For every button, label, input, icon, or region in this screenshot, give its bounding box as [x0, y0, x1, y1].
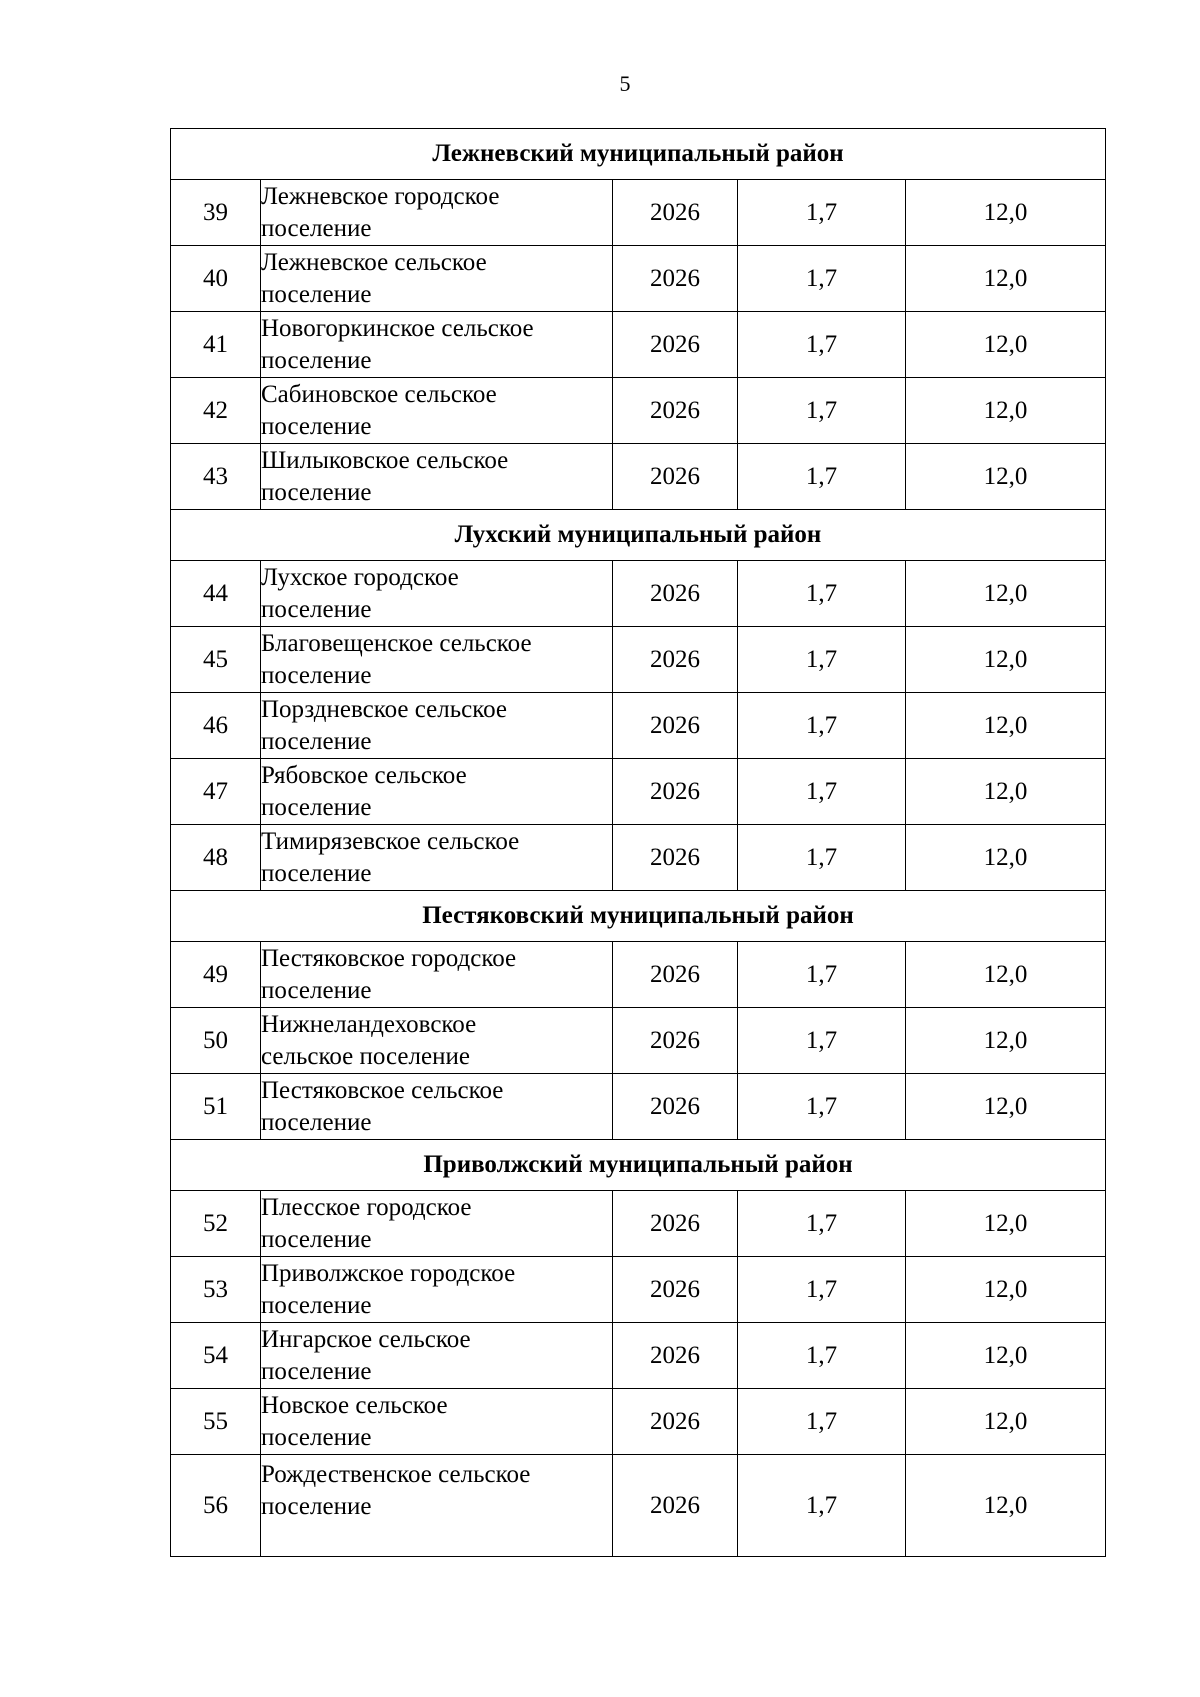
settlement-name-line1: Приволжское городское: [261, 1259, 516, 1287]
year-cell: 2026: [613, 1191, 738, 1257]
settlement-name: [261, 627, 613, 693]
settlement-name-line2: поселение: [261, 976, 372, 1004]
value-cell: 12,0: [906, 1008, 1106, 1074]
settlement-name-line1: Лежневское сельское: [261, 248, 487, 276]
settlement-name: [261, 942, 613, 1008]
table-row: [171, 1191, 1106, 1257]
settlement-name: [261, 561, 613, 627]
value-cell: 12,0: [906, 378, 1106, 444]
settlement-name: [261, 1323, 613, 1389]
value-cell: 12,0: [906, 1455, 1106, 1557]
value-cell: 12,0: [906, 312, 1106, 378]
row-number: 45: [171, 627, 261, 693]
value-cell: 12,0: [906, 1257, 1106, 1323]
section-header-row: [171, 510, 1106, 561]
row-number: 46: [171, 693, 261, 759]
settlement-name-line2: поселение: [261, 1423, 372, 1451]
settlement-name: [261, 1257, 613, 1323]
settlement-name-line2: поселение: [261, 1357, 372, 1385]
year-cell: 2026: [613, 561, 738, 627]
rate-cell: 1,7: [738, 759, 906, 825]
value-cell: 12,0: [906, 1074, 1106, 1140]
settlement-name: [261, 759, 613, 825]
table-row: [171, 1389, 1106, 1455]
row-number: 52: [171, 1191, 261, 1257]
rate-cell: 1,7: [738, 1008, 906, 1074]
year-cell: 2026: [613, 942, 738, 1008]
rate-cell: 1,7: [738, 942, 906, 1008]
section-title: Пестяковский муниципальный район: [171, 891, 1106, 942]
settlement-name-line2: поселение: [261, 346, 372, 374]
settlement-name-line1: Пестяковское сельское: [261, 1076, 504, 1104]
year-cell: 2026: [613, 759, 738, 825]
row-number: 44: [171, 561, 261, 627]
rate-cell: 1,7: [738, 378, 906, 444]
table-row: [171, 444, 1106, 510]
table-row: [171, 1455, 1106, 1557]
value-cell: 12,0: [906, 1191, 1106, 1257]
row-number: 42: [171, 378, 261, 444]
settlement-name-line1: Рябовское сельское: [261, 761, 467, 789]
settlement-name-line1: Лежневское городское: [261, 182, 500, 210]
value-cell: 12,0: [906, 180, 1106, 246]
settlement-name-line1: Ингарское сельское: [261, 1325, 471, 1353]
settlement-name-line2: поселение: [261, 1493, 372, 1520]
settlement-name-line2: поселение: [261, 727, 372, 755]
settlement-name: [261, 444, 613, 510]
table-row: [171, 1008, 1106, 1074]
value-cell: 12,0: [906, 693, 1106, 759]
rate-cell: 1,7: [738, 180, 906, 246]
rate-cell: 1,7: [738, 1389, 906, 1455]
settlement-name-line2: поселение: [261, 280, 372, 308]
row-number: 51: [171, 1074, 261, 1140]
row-number: 47: [171, 759, 261, 825]
settlement-name: [261, 1074, 613, 1140]
settlement-name-line2: поселение: [261, 661, 372, 689]
row-number: 49: [171, 942, 261, 1008]
value-cell: 12,0: [906, 246, 1106, 312]
settlement-name: [261, 1455, 613, 1557]
settlement-name-line2: сельское поселение: [261, 1042, 470, 1070]
section-title: Лежневский муниципальный район: [171, 129, 1106, 180]
year-cell: 2026: [613, 1323, 738, 1389]
settlement-name-line2: поселение: [261, 595, 372, 623]
rate-cell: 1,7: [738, 825, 906, 891]
year-cell: 2026: [613, 444, 738, 510]
value-cell: 12,0: [906, 561, 1106, 627]
table-row: [171, 759, 1106, 825]
settlement-name-line1: Новогоркинское сельское: [261, 314, 534, 342]
settlements-table: [170, 128, 1106, 1557]
table-row: [171, 180, 1106, 246]
settlement-name: [261, 246, 613, 312]
table-row: [171, 246, 1106, 312]
settlement-name-line2: поселение: [261, 1225, 372, 1253]
section-header-row: [171, 129, 1106, 180]
rate-cell: 1,7: [738, 246, 906, 312]
value-cell: 12,0: [906, 825, 1106, 891]
section-title: Приволжский муниципальный район: [171, 1140, 1106, 1191]
settlement-name: [261, 180, 613, 246]
section-header-row: [171, 1140, 1106, 1191]
year-cell: 2026: [613, 1008, 738, 1074]
settlement-name-line1: Шилыковское сельское: [261, 446, 509, 474]
page-number: 5: [619, 71, 631, 96]
rate-cell: 1,7: [738, 444, 906, 510]
row-number: 40: [171, 246, 261, 312]
settlement-name-line2: поселение: [261, 1108, 372, 1136]
year-cell: 2026: [613, 825, 738, 891]
value-cell: 12,0: [906, 627, 1106, 693]
table-row: [171, 693, 1106, 759]
year-cell: 2026: [613, 246, 738, 312]
value-cell: 12,0: [906, 942, 1106, 1008]
settlement-name-line2: поселение: [261, 1291, 372, 1319]
table-row: [171, 627, 1106, 693]
table-row: [171, 825, 1106, 891]
settlement-name-line2: поселение: [261, 412, 372, 440]
settlement-name: [261, 825, 613, 891]
rate-cell: 1,7: [738, 693, 906, 759]
row-number: 50: [171, 1008, 261, 1074]
rate-cell: 1,7: [738, 561, 906, 627]
settlement-name-line1: Порздневское сельское: [261, 695, 508, 723]
value-cell: 12,0: [906, 444, 1106, 510]
year-cell: 2026: [613, 1074, 738, 1140]
rate-cell: 1,7: [738, 627, 906, 693]
settlement-name-line1: Пестяковское городское: [261, 944, 517, 972]
table-row: [171, 1323, 1106, 1389]
year-cell: 2026: [613, 378, 738, 444]
settlement-name: [261, 312, 613, 378]
year-cell: 2026: [613, 1455, 738, 1557]
settlement-name-line1: Плесское городское: [261, 1193, 472, 1221]
settlement-name: [261, 1191, 613, 1257]
settlement-name: [261, 1008, 613, 1074]
value-cell: 12,0: [906, 1389, 1106, 1455]
year-cell: 2026: [613, 693, 738, 759]
settlement-name-line2: поселение: [261, 859, 372, 887]
settlement-name-line1: Сабиновское сельское: [261, 380, 497, 408]
year-cell: 2026: [613, 180, 738, 246]
settlement-name-line1: Лухское городское: [261, 563, 459, 591]
settlement-name-line1: Тимирязевское сельское: [261, 827, 520, 855]
row-number: 55: [171, 1389, 261, 1455]
year-cell: 2026: [613, 1257, 738, 1323]
settlement-name: [261, 693, 613, 759]
table-row: [171, 312, 1106, 378]
year-cell: 2026: [613, 1389, 738, 1455]
settlement-name: [261, 378, 613, 444]
value-cell: 12,0: [906, 1323, 1106, 1389]
year-cell: 2026: [613, 312, 738, 378]
row-number: 48: [171, 825, 261, 891]
settlement-name-line2: поселение: [261, 214, 372, 242]
table-row: [171, 942, 1106, 1008]
row-number: 53: [171, 1257, 261, 1323]
settlement-name-line1: Благовещенское сельское: [261, 629, 532, 657]
rate-cell: 1,7: [738, 1455, 906, 1557]
rate-cell: 1,7: [738, 1257, 906, 1323]
row-number: 56: [171, 1455, 261, 1557]
table-row: [171, 1257, 1106, 1323]
table-row: [171, 1074, 1106, 1140]
rate-cell: 1,7: [738, 1074, 906, 1140]
year-cell: 2026: [613, 627, 738, 693]
table-row: [171, 378, 1106, 444]
row-number: 43: [171, 444, 261, 510]
settlement-name-line2: поселение: [261, 478, 372, 506]
settlement-name: [261, 1389, 613, 1455]
settlement-name-line1: Нижнеландеховское: [261, 1010, 477, 1038]
section-header-row: [171, 891, 1106, 942]
table-row: [171, 561, 1106, 627]
settlement-name-line1: Рождественское сельское: [261, 1461, 531, 1488]
settlement-name-line2: поселение: [261, 793, 372, 821]
rate-cell: 1,7: [738, 1323, 906, 1389]
rate-cell: 1,7: [738, 1191, 906, 1257]
row-number: 41: [171, 312, 261, 378]
row-number: 54: [171, 1323, 261, 1389]
rate-cell: 1,7: [738, 312, 906, 378]
value-cell: 12,0: [906, 759, 1106, 825]
row-number: 39: [171, 180, 261, 246]
section-title: Лухский муниципальный район: [171, 510, 1106, 561]
settlement-name-line1: Новское сельское: [261, 1391, 448, 1419]
